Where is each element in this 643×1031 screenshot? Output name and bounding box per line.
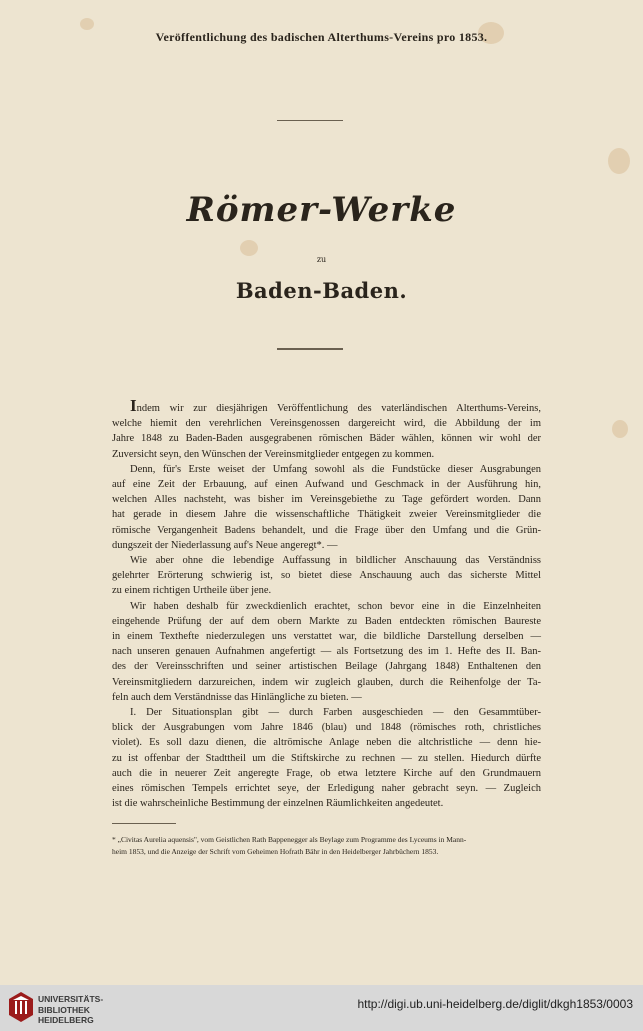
footnote-line: * „Civitas Aurelia aquensis", vom Geistlichen Rath Bappenegger als Beylage zum Programme des Lyceums in Mann- — [112, 835, 467, 844]
source-link[interactable]: http://digi.ub.uni-heidelberg.de/diglit/dkgh1853/0003 — [357, 997, 633, 1011]
text-line: dungszeit der Niederlassung auf's Neue angeregt*. — — [112, 539, 338, 551]
page-header: Veröffentlichung des badischen Alterthums-Vereins pro 1853. — [155, 30, 488, 44]
library-name-line: UNIVERSITÄTS- — [38, 994, 104, 1004]
title-connector: zu — [316, 255, 327, 264]
stain — [240, 240, 258, 256]
text-line: Wir haben deshalb für zweckdienlich erachtet, schon bevor eine in die Einzelnheiten — [130, 600, 541, 612]
text-line: violet). Es soll dazu dienen, die altrömische Anlage neben die altchristliche — denn hie- — [112, 737, 541, 749]
text-line: feln auch dem Verständnisse das Hinlängliche zu bieten. — — [112, 691, 362, 703]
text-line: eingehende Prüfung der auf dem obern Markte zu Baden entdeckten römischen Baureste — [112, 615, 541, 627]
top-divider — [277, 120, 343, 121]
body-text — [112, 396, 541, 811]
text-line: Wie aber ohne die lebendige Auffassung in bildlicher Anschauung das Verständniss — [130, 555, 541, 567]
page-title: Römer-Werke — [186, 190, 457, 230]
footnote-line: heim 1853, und die Anzeige der Schrift vom Geheimen Hofrath Bähr in den Heidelberger Jahrbüchern 1853. — [112, 847, 439, 856]
text-line: hat gerade in diesem Jahre die wissenschaftliche Thätigkeit zweier Vereinsmitglieder die — [112, 509, 541, 521]
text-line: in einem Texthefte niederzulegen uns verstattet war, die bildliche Darstellung derselben — — [112, 631, 541, 643]
text-line: Jahre 1848 zu Baden-Baden ausgegrabenen römischen Bäder wählen, können wir wohl der — [112, 433, 541, 445]
text-line: Indem wir zur diesjährigen Veröffentlichung des vaterländischen Alterthums-Vereins, — [130, 396, 541, 415]
page-subtitle: Baden-Baden. — [235, 278, 408, 303]
library-name-line: HEIDELBERG — [38, 1015, 94, 1025]
library-name-line: BIBLIOTHEK — [38, 1004, 90, 1015]
text-line: welche hiemit den verehrlichen Vereinsgenossen dargereicht wird, die Abbildung der im — [112, 418, 541, 430]
text-line: I. Der Situationsplan gibt — durch Farben ausgeschieden — den Gesammtüber- — [130, 707, 541, 719]
text-line: zu ist offenbar der Stadttheil um die Stiftskirche zu rechnen — zu stellen. Hiedurch dürfte — [112, 752, 541, 764]
text-line: gelehrter Erörterung schwierig ist, so bietet diese Anschauung auch das sicherste Mittel — [112, 570, 541, 582]
text-line: Denn, für's Erste weiset der Umfang sowohl als die Fundstücke dieser Ausgrabungen — [130, 463, 541, 475]
library-logo-icon — [8, 991, 34, 1023]
text-line: zu einem richtigen Urtheile über jene. — [112, 585, 272, 597]
text-line: blick der Ausgrabungen vom Jahre 1846 (blau) und 1848 (römisches roth, christliches — [112, 722, 541, 734]
library-name — [38, 994, 103, 1026]
text-line: welchen Alles nachsteht, was bisher im Vereinsgebiethe zu Tage gefördert worden. Dann — [112, 494, 541, 506]
text-line: eines römischen Tempels errichtet seye, der Erledigung naher gebracht seyn. — Zugleich — [112, 783, 541, 795]
title-divider — [277, 348, 343, 350]
text-line: nach unseren genauen Aufnahmen angefertigt — als Fortsetzung des im 1. Hefte des II. Ban- — [112, 646, 541, 658]
text-line: Vereinsmitgliedern darzureichen, indem wir zugleich glauben, durch die Reihenfolge der Ta- — [112, 676, 541, 688]
stain — [608, 148, 630, 174]
text-line: ist die wahrscheinliche Bestimmung der einzelnen Räumlichkeiten angedeutet. — [112, 798, 444, 810]
text-line: des der Vereinsschriften und seiner artistischen Beilage (Jahrgang 1848) Enthaltenen den — [112, 661, 541, 673]
text-line: auf eine Zeit der Erbauung, auf einen Aufwand und Geschmack in der Ausführung hin, — [112, 479, 541, 491]
text-line: Zuversicht seyn, den Wünschen der Vereinsmitglieder entgegen zu kommen. — [112, 448, 435, 460]
footnote-divider — [112, 823, 176, 824]
stain — [80, 18, 94, 30]
footnote — [112, 834, 541, 858]
initial-letter: I — [130, 396, 137, 415]
stain — [612, 420, 628, 438]
text-line: römische Vergangenheit Badens behandelt, und die Frage über den Umfang und die Grün- — [112, 524, 541, 536]
text-line: auch die in neuerer Zeit angeregte Frage, ob etwa letztere Kirche auf den Grundmauern — [112, 767, 541, 779]
library-footer — [0, 985, 643, 1031]
